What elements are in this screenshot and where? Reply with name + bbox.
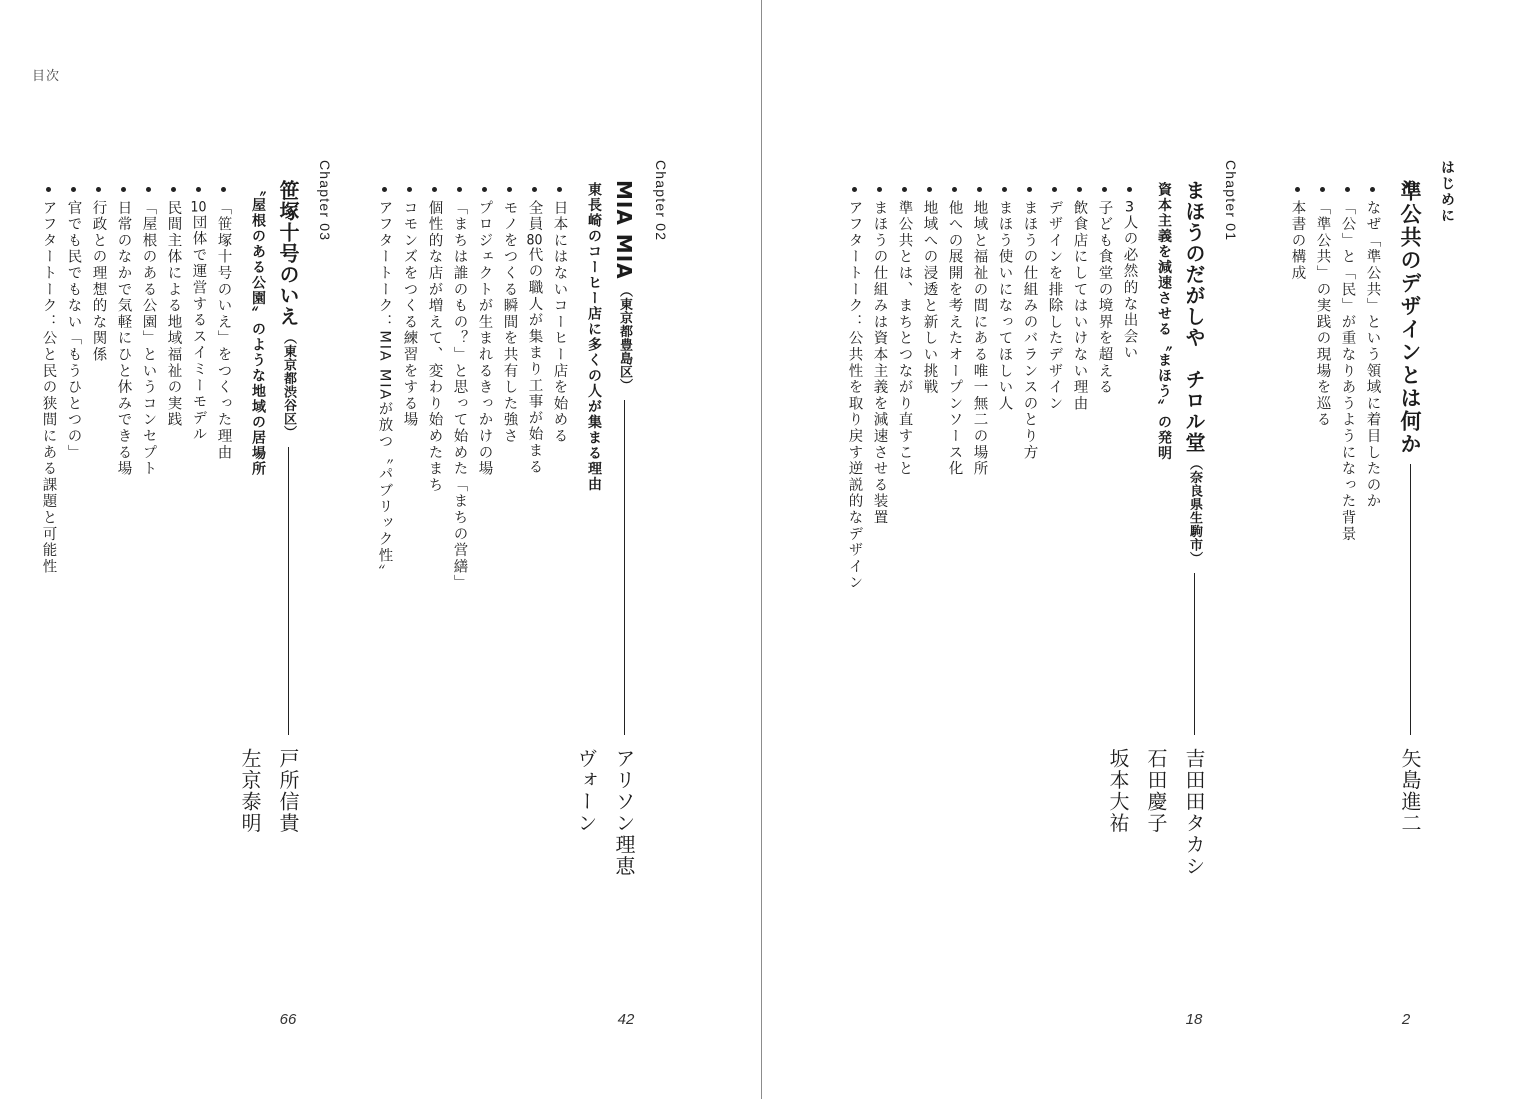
intro-label: はじめに [1439,160,1455,224]
toc-item [1360,182,1385,880]
toc-item-text: まほう使いになってほしい人 [996,200,1013,412]
toc-item-text: 個性的な店が増えて、変わり始めたまち [426,200,443,494]
bullet-icon [96,187,101,192]
bullet-icon [557,187,562,192]
chapter-01-section [842,160,1242,880]
toc-item [36,182,61,880]
title-rule [624,400,625,735]
bullet-icon [1127,187,1132,192]
bullet-icon [121,187,126,192]
toc-item [372,182,397,880]
page-number: 66 [279,1011,297,1028]
digits: 80 [526,232,543,248]
toc-item-text: アフタートーク：MIA MIAが放つ〝パブリック性〟 [376,200,393,581]
bullet-icon [432,187,437,192]
toc-item [61,182,86,880]
bullet-icon [407,187,412,192]
toc-item-text: プロジェクトが生まれるきっかけの場 [476,200,493,478]
toc-item [1067,182,1092,880]
bullet-icon [196,187,201,192]
toc-item [992,182,1017,880]
toc-item [447,182,472,880]
bullet-icon [1320,187,1325,192]
bullet-icon [1295,187,1300,192]
bullet-icon [877,187,882,192]
chapter-label: Chapter 01 [1223,160,1239,242]
toc-item [422,182,447,880]
chapter-title-row [1179,180,1209,735]
chapter-title-row [609,180,639,735]
intro-section [1285,160,1458,880]
bullet-icon [852,187,857,192]
chapter-title: MIA MIA [612,180,636,280]
author-name: 左京泰明 [238,748,262,834]
toc-item-text: 官でも民でもない「もうひとつの」 [65,200,82,461]
toc-item-text: アフタートーク：公と民の狭間にある課題と可能性 [40,200,57,575]
intro-title-row [1395,180,1425,735]
toc-item-text: なぜ「準公共」という領域に着目したのか [1364,200,1381,510]
toc-item-text: 10団体で運営するスイミーモデル [190,200,207,443]
toc-item [1285,182,1310,880]
toc-item-text: 準公共とは、まちとつながり直すこと [896,200,913,478]
author-list [567,748,643,948]
bullet-icon [171,187,176,192]
toc-item [842,182,867,880]
bullet-icon [1370,187,1375,192]
toc-item [1335,182,1360,880]
bullet-icon [1077,187,1082,192]
toc-item-text: 日本にはないコーヒー店を始める [551,200,568,445]
toc-item [942,182,967,880]
intro-item-list [1285,182,1385,880]
bullet-icon [1002,187,1007,192]
author-name: 石田慶子 [1144,748,1168,834]
bullet-icon [952,187,957,192]
toc-item-text: 「公」と「民」が重なりあうようになった背景 [1339,200,1356,543]
chapter-item-list [842,182,1142,880]
toc-item [472,182,497,880]
toc-item [917,182,942,880]
chapter-label: Chapter 02 [653,160,669,242]
toc-item [967,182,992,880]
chapter-item-list [372,182,572,880]
bullet-icon [46,187,51,192]
toc-item-text: 日常のなかで気軽にひと休みできる場 [115,200,132,478]
toc-item-text: アフタートーク：公共性を取り戻す逆説的なデザイン [846,200,863,592]
toc-item-text: 「まちは誰のもの？」と思って始めた「まちの営繕」 [451,200,468,592]
chapter-location: （奈良県生駒市） [1187,457,1202,565]
title-rule [288,447,289,735]
bullet-icon [507,187,512,192]
toc-item [397,182,422,880]
toc-item-text: 3人の必然的な出会い [1121,200,1138,362]
toc-item-text: まほうの仕組みのバランスのとり方 [1021,200,1038,461]
chapter-label: Chapter 03 [317,160,333,242]
bullet-icon [482,187,487,192]
author-name: 戸所信貴 [276,748,300,834]
toc-item-text: デザインを排除したデザイン [1046,200,1063,412]
toc-item [1017,182,1042,880]
toc-item-text: コモンズをつくる練習をする場 [401,200,418,429]
toc-item-text: 本書の構成 [1289,200,1306,282]
toc-item-text: 地域と福祉の間にある唯一無二の場所 [971,200,988,478]
toc-item-text: 「準公共」の実践の現場を巡る [1314,200,1331,429]
bullet-icon [1345,187,1350,192]
toc-item [867,182,892,880]
chapter-subtitle: 東長崎のコーヒー店に多くの人が集まる理由 [586,182,602,492]
chapter-location: （東京都豊島区） [617,283,632,392]
toc-item-text: 「笹塚十号のいえ」をつくった理由 [215,200,232,461]
chapter-title: 笹塚十号のいえ [276,180,300,327]
chapter-subtitle: 〝屋根のある公園〟のような地域の居場所 [250,182,266,477]
bullet-icon [382,187,387,192]
toc-item [892,182,917,880]
author-name: アリソン理恵 [612,748,636,877]
toc-item-text: まほうの仕組みは資本主義を減速させる装置 [871,200,888,526]
chapter-location: （東京都渋谷区） [281,331,296,439]
toc-item-text: 飲食店にしてはいけない理由 [1071,200,1088,412]
chapter-03-section [36,160,336,880]
bullet-icon [927,187,932,192]
toc-item-text: 「屋根のある公園」というコンセプト [140,200,157,478]
title-rule [1410,464,1411,735]
bullet-icon [457,187,462,192]
toc-item-text: 地域への浸透と新しい挑戦 [921,200,938,396]
bullet-icon [1027,187,1032,192]
author-list [1391,748,1429,948]
toc-item-text: 子ども食堂の境界を超える [1096,200,1113,396]
toc-item [522,182,547,880]
chapter-title: まほうのだがしや チロル堂 [1182,180,1206,453]
chapter-title-row [273,180,303,735]
toc-item-text: 全員80代の職人が集まり工事が始まる [526,200,543,476]
running-head: 目次 [32,69,61,84]
author-name: 吉田田タカシ [1182,748,1206,877]
digits: 10 [190,200,207,215]
toc-item [136,182,161,880]
bullet-icon [902,187,907,192]
toc-item [86,182,111,880]
toc-item [497,182,522,880]
toc-item-text: 民間主体による地域福祉の実践 [165,200,182,429]
intro-title: 準公共のデザインとは何か [1398,180,1422,456]
bullet-icon [1052,187,1057,192]
page-number: 42 [617,1011,635,1028]
page-gutter [761,0,762,1099]
toc-item-text: 行政との理想的な関係 [90,200,107,363]
toc-item [1042,182,1067,880]
bullet-icon [146,187,151,192]
bullet-icon [532,187,537,192]
toc-item [161,182,186,880]
toc-item [186,182,211,880]
bullet-icon [1102,187,1107,192]
author-name: 矢島進二 [1398,748,1422,834]
digits: 3 [1124,200,1135,215]
chapter-02-section [372,160,672,880]
author-list [231,748,307,948]
chapter-item-list [36,182,236,880]
author-list [1099,748,1213,948]
author-name: 坂本大祐 [1106,748,1130,834]
chapter-subtitle: 資本主義を減速させる〝まほう〟の発明 [1156,182,1172,461]
toc-item [1310,182,1335,880]
bullet-icon [977,187,982,192]
bullet-icon [221,187,226,192]
page-number: 18 [1185,1011,1203,1028]
page-number: 2 [1401,1011,1411,1028]
toc-item-text: 他への展開を考えたオープンソース化 [946,200,963,478]
title-rule [1194,573,1195,735]
bullet-icon [71,187,76,192]
author-name: ヴォーン [574,748,598,834]
toc-item [111,182,136,880]
toc-item-text: モノをつくる瞬間を共有した強さ [501,200,518,445]
